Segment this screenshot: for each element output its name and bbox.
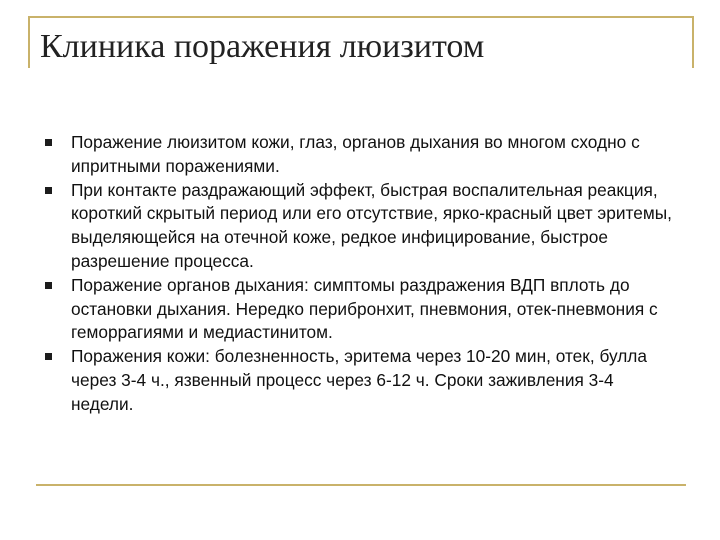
square-bullet-icon: [45, 282, 52, 289]
bullet-text-3: Поражение органов дыхания: симптомы раздражения ВДП вплоть до остановки дыхания. Нередко перибронхит, пневмония, отек-пневмония с геморрагиями и медиастинитом.: [71, 274, 658, 343]
bullet-list: [40, 131, 680, 417]
bullet-item-1: [40, 131, 680, 179]
bottom-divider-line: [36, 484, 686, 486]
bullet-item-2: [40, 179, 680, 274]
bullet-text-4: Поражения кожи: болезненность, эритема через 10-20 мин, отек, булла через 3-4 ч., язвенный процесс через 6-12 ч. Сроки заживления 3-4 недели.: [71, 346, 648, 414]
slide-title: Клиника поражения люизитом: [40, 28, 485, 65]
bullet-item-4: [40, 345, 680, 416]
square-bullet-icon: [45, 187, 52, 194]
square-bullet-icon: [45, 353, 52, 360]
title-frame-left-line: [28, 16, 30, 68]
title-frame-right-line: [692, 16, 694, 68]
title-frame-top-line: [28, 16, 694, 18]
bullet-text-1: Поражение люизитом кожи, глаз, органов дыхания во многом сходно с ипритными поражениями.: [71, 132, 640, 176]
square-bullet-icon: [45, 139, 52, 146]
bullet-item-3: [40, 274, 680, 345]
bullet-text-2: При контакте раздражающий эффект, быстрая воспалительная реакция, короткий скрытый период или его отсутствие, ярко-красный цвет эритемы, выделяющейся на отечной коже, редкое инфицирование, быстрое разрешение процесса.: [71, 179, 672, 271]
